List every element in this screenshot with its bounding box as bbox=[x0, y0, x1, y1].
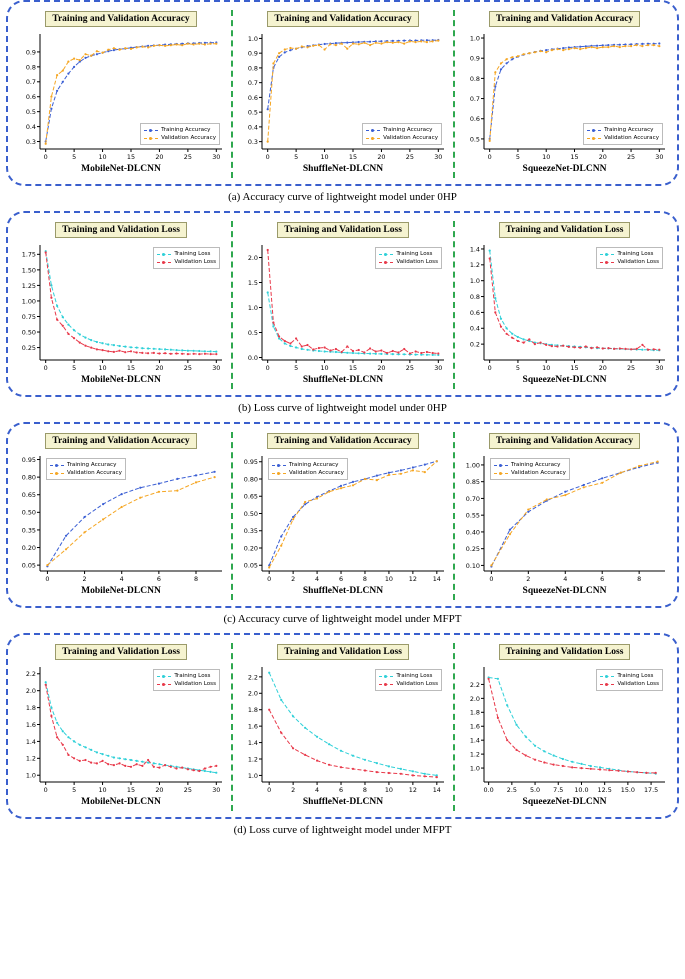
svg-text:12: 12 bbox=[408, 786, 417, 794]
chart-title: Training and Validation Accuracy bbox=[267, 433, 418, 449]
legend-label: Training Accuracy bbox=[604, 127, 654, 133]
svg-text:0.50: 0.50 bbox=[21, 328, 36, 337]
svg-text:1.6: 1.6 bbox=[469, 722, 480, 731]
legend-swatch bbox=[50, 473, 64, 474]
svg-text:0.80: 0.80 bbox=[243, 475, 258, 484]
svg-text:0.05: 0.05 bbox=[243, 561, 258, 570]
svg-text:2: 2 bbox=[526, 575, 531, 583]
chart-legend bbox=[490, 458, 570, 480]
chart-title: Training and Validation Accuracy bbox=[267, 11, 418, 27]
model-label: MobileNet-DLCNN bbox=[81, 586, 161, 596]
svg-text:10: 10 bbox=[320, 364, 329, 372]
chart-panel-d2 bbox=[234, 641, 452, 807]
plot-area bbox=[236, 28, 450, 163]
svg-text:0: 0 bbox=[487, 364, 492, 372]
svg-text:5: 5 bbox=[515, 153, 520, 161]
legend-swatch bbox=[379, 254, 393, 255]
svg-text:4: 4 bbox=[315, 786, 320, 794]
svg-text:0: 0 bbox=[487, 153, 492, 161]
svg-text:15: 15 bbox=[570, 153, 579, 161]
plot-area bbox=[236, 239, 450, 374]
legend-swatch bbox=[587, 130, 601, 131]
legend-label: Validation Accuracy bbox=[511, 470, 566, 476]
svg-text:1.00: 1.00 bbox=[465, 461, 480, 470]
subfigure-caption-d: (d) Loss curve of lightweight model under MFPT bbox=[233, 824, 452, 836]
svg-text:0: 0 bbox=[43, 153, 48, 161]
svg-text:14: 14 bbox=[432, 786, 441, 794]
chart-title: Training and Validation Loss bbox=[55, 644, 187, 660]
svg-text:1.0: 1.0 bbox=[25, 771, 36, 780]
svg-text:1.6: 1.6 bbox=[247, 722, 258, 731]
svg-text:15.0: 15.0 bbox=[620, 786, 635, 794]
legend-label: Validation Accuracy bbox=[67, 470, 122, 476]
legend-label: Validation Loss bbox=[396, 681, 438, 687]
legend-label: Training Loss bbox=[396, 673, 433, 679]
svg-text:0.5: 0.5 bbox=[247, 328, 258, 337]
svg-text:1.25: 1.25 bbox=[21, 281, 36, 290]
svg-text:30: 30 bbox=[212, 364, 221, 372]
svg-text:0: 0 bbox=[265, 153, 270, 161]
svg-text:25: 25 bbox=[183, 364, 192, 372]
svg-text:5: 5 bbox=[72, 364, 77, 372]
legend-swatch bbox=[600, 254, 614, 255]
plot-area bbox=[14, 28, 228, 163]
legend-swatch bbox=[144, 138, 158, 139]
svg-text:0.0: 0.0 bbox=[247, 353, 258, 362]
chart-legend bbox=[140, 123, 220, 145]
figure-group-a bbox=[6, 0, 679, 186]
model-label: ShuffleNet-DLCNN bbox=[302, 797, 384, 807]
svg-text:0.20: 0.20 bbox=[21, 543, 36, 552]
chart-panel-c1 bbox=[12, 430, 230, 596]
svg-text:17.5: 17.5 bbox=[643, 786, 659, 794]
panel-divider bbox=[453, 643, 455, 811]
svg-text:25: 25 bbox=[405, 153, 414, 161]
svg-text:0.50: 0.50 bbox=[243, 509, 258, 518]
svg-text:8: 8 bbox=[362, 786, 368, 794]
svg-text:1.2: 1.2 bbox=[469, 750, 480, 759]
svg-text:10: 10 bbox=[384, 786, 393, 794]
plot-area bbox=[458, 239, 671, 374]
legend-label: Training Loss bbox=[617, 673, 654, 679]
svg-text:0.50: 0.50 bbox=[21, 508, 36, 517]
chart-title: Training and Validation Accuracy bbox=[45, 433, 196, 449]
svg-text:10: 10 bbox=[542, 364, 551, 372]
svg-text:4: 4 bbox=[563, 575, 568, 583]
legend-label: Validation Loss bbox=[617, 259, 659, 265]
chart-panel-a3 bbox=[456, 8, 673, 174]
legend-label: Validation Loss bbox=[174, 681, 216, 687]
svg-text:0.6: 0.6 bbox=[469, 115, 480, 124]
chart-panel-d1 bbox=[12, 641, 230, 807]
svg-text:25: 25 bbox=[183, 153, 192, 161]
svg-text:1.6: 1.6 bbox=[25, 720, 36, 729]
svg-text:25: 25 bbox=[183, 786, 192, 794]
svg-text:1.0: 1.0 bbox=[247, 303, 258, 312]
svg-text:1.2: 1.2 bbox=[247, 755, 258, 764]
svg-text:1.8: 1.8 bbox=[469, 708, 480, 717]
svg-text:6: 6 bbox=[156, 575, 161, 583]
svg-text:0: 0 bbox=[43, 786, 48, 794]
legend-swatch bbox=[379, 262, 393, 263]
legend-swatch bbox=[600, 262, 614, 263]
svg-text:6: 6 bbox=[338, 786, 344, 794]
svg-text:1.4: 1.4 bbox=[25, 737, 36, 746]
svg-text:20: 20 bbox=[377, 153, 386, 161]
svg-text:8: 8 bbox=[193, 575, 199, 583]
svg-text:0.6: 0.6 bbox=[25, 93, 36, 102]
svg-text:0: 0 bbox=[45, 575, 50, 583]
chart-panel-a2 bbox=[234, 8, 452, 174]
svg-text:0.05: 0.05 bbox=[21, 561, 36, 570]
svg-text:2.0: 2.0 bbox=[469, 694, 480, 703]
svg-text:0.85: 0.85 bbox=[465, 478, 480, 487]
svg-text:1.4: 1.4 bbox=[247, 738, 258, 747]
svg-text:15: 15 bbox=[348, 153, 358, 161]
chart-title: Training and Validation Accuracy bbox=[489, 433, 640, 449]
legend-swatch bbox=[366, 130, 380, 131]
svg-text:0.6: 0.6 bbox=[247, 93, 258, 102]
chart-legend bbox=[583, 123, 663, 145]
legend-label: Training Accuracy bbox=[289, 462, 339, 468]
svg-text:0.10: 0.10 bbox=[465, 561, 480, 570]
svg-text:0.20: 0.20 bbox=[243, 544, 258, 553]
legend-swatch bbox=[587, 138, 601, 139]
svg-text:7.5: 7.5 bbox=[553, 786, 564, 794]
chart-legend bbox=[596, 247, 663, 269]
subfigure-caption-a: (a) Accuracy curve of lightweight model under 0HP bbox=[228, 191, 457, 203]
svg-text:12: 12 bbox=[408, 575, 417, 583]
svg-text:1.50: 1.50 bbox=[21, 266, 36, 275]
svg-text:0.55: 0.55 bbox=[465, 511, 480, 520]
svg-text:1.2: 1.2 bbox=[469, 261, 480, 270]
legend-swatch bbox=[144, 130, 158, 131]
legend-label: Validation Accuracy bbox=[604, 135, 659, 141]
legend-swatch bbox=[272, 473, 286, 474]
svg-text:2.2: 2.2 bbox=[25, 670, 36, 679]
legend-label: Training Loss bbox=[174, 673, 211, 679]
chart-title: Training and Validation Loss bbox=[499, 644, 631, 660]
svg-text:10: 10 bbox=[98, 786, 107, 794]
svg-text:0.65: 0.65 bbox=[243, 492, 258, 501]
svg-text:1.0: 1.0 bbox=[469, 277, 480, 286]
figure-group-c bbox=[6, 422, 679, 608]
panel-divider bbox=[453, 432, 455, 600]
svg-text:25: 25 bbox=[405, 364, 414, 372]
svg-text:1.8: 1.8 bbox=[247, 706, 258, 715]
svg-text:20: 20 bbox=[155, 153, 164, 161]
svg-text:8: 8 bbox=[362, 575, 368, 583]
svg-text:0.2: 0.2 bbox=[469, 340, 480, 349]
svg-text:0.9: 0.9 bbox=[25, 48, 36, 57]
svg-text:0: 0 bbox=[489, 575, 494, 583]
svg-text:0.3: 0.3 bbox=[247, 138, 258, 147]
panel-divider bbox=[231, 432, 233, 600]
svg-text:2.0: 2.0 bbox=[25, 687, 36, 696]
svg-text:10: 10 bbox=[98, 153, 107, 161]
plot-area bbox=[14, 450, 228, 585]
svg-text:20: 20 bbox=[155, 364, 164, 372]
svg-text:0.40: 0.40 bbox=[465, 528, 480, 537]
svg-text:0: 0 bbox=[43, 364, 48, 372]
plot-area bbox=[458, 28, 671, 163]
legend-label: Training Accuracy bbox=[383, 127, 433, 133]
legend-swatch bbox=[157, 684, 171, 685]
svg-text:0.95: 0.95 bbox=[21, 455, 36, 464]
chart-panel-a1 bbox=[12, 8, 230, 174]
figure-group-b bbox=[6, 211, 679, 397]
svg-text:0.5: 0.5 bbox=[25, 108, 36, 117]
svg-text:0.75: 0.75 bbox=[21, 312, 36, 321]
chart-panel-b1 bbox=[12, 219, 230, 385]
subfigure-caption-b: (b) Loss curve of lightweight model under 0HP bbox=[238, 402, 447, 414]
svg-text:1.0: 1.0 bbox=[247, 34, 258, 43]
svg-text:20: 20 bbox=[155, 786, 164, 794]
legend-label: Training Accuracy bbox=[511, 462, 561, 468]
svg-text:2.2: 2.2 bbox=[247, 673, 258, 682]
panel-divider bbox=[453, 10, 455, 178]
svg-text:0.7: 0.7 bbox=[25, 78, 36, 87]
plot-area bbox=[236, 661, 450, 796]
svg-text:1.0: 1.0 bbox=[247, 771, 258, 780]
subfigure-caption-c: (c) Accuracy curve of lightweight model under MFPT bbox=[223, 613, 462, 625]
svg-text:2: 2 bbox=[291, 575, 296, 583]
svg-text:2.5: 2.5 bbox=[506, 786, 517, 794]
svg-text:0.7: 0.7 bbox=[247, 79, 258, 88]
chart-title: Training and Validation Loss bbox=[499, 222, 631, 238]
svg-text:0.9: 0.9 bbox=[247, 49, 258, 58]
legend-label: Training Accuracy bbox=[67, 462, 117, 468]
legend-label: Validation Accuracy bbox=[161, 135, 216, 141]
model-label: MobileNet-DLCNN bbox=[81, 797, 161, 807]
svg-text:2: 2 bbox=[291, 786, 296, 794]
svg-text:1.2: 1.2 bbox=[25, 754, 36, 763]
svg-text:20: 20 bbox=[377, 364, 386, 372]
svg-text:0.65: 0.65 bbox=[21, 491, 36, 500]
svg-text:25: 25 bbox=[626, 153, 636, 161]
chart-title: Training and Validation Loss bbox=[277, 222, 409, 238]
model-label: ShuffleNet-DLCNN bbox=[302, 164, 384, 174]
legend-swatch bbox=[600, 676, 614, 677]
model-label: MobileNet-DLCNN bbox=[81, 164, 161, 174]
svg-text:10.0: 10.0 bbox=[574, 786, 589, 794]
svg-text:1.4: 1.4 bbox=[469, 245, 480, 254]
svg-text:2.2: 2.2 bbox=[469, 680, 480, 689]
legend-swatch bbox=[600, 684, 614, 685]
svg-text:5.0: 5.0 bbox=[529, 786, 541, 794]
plot-area bbox=[458, 450, 671, 585]
legend-label: Validation Loss bbox=[617, 681, 659, 687]
legend-label: Validation Loss bbox=[396, 259, 438, 265]
svg-text:5: 5 bbox=[72, 786, 77, 794]
svg-text:10: 10 bbox=[542, 153, 551, 161]
legend-label: Validation Accuracy bbox=[383, 135, 438, 141]
svg-text:15: 15 bbox=[126, 153, 136, 161]
figure-group-d bbox=[6, 633, 679, 819]
model-label: SqueezeNet-DLCNN bbox=[522, 797, 607, 807]
svg-text:25: 25 bbox=[626, 364, 636, 372]
chart-title: Training and Validation Loss bbox=[277, 644, 409, 660]
svg-text:15: 15 bbox=[570, 364, 579, 372]
legend-label: Training Accuracy bbox=[161, 127, 211, 133]
model-label: ShuffleNet-DLCNN bbox=[302, 375, 384, 385]
chart-title: Training and Validation Loss bbox=[55, 222, 187, 238]
panel-divider bbox=[231, 10, 233, 178]
chart-legend bbox=[46, 458, 126, 480]
plot-area bbox=[14, 661, 228, 796]
svg-text:30: 30 bbox=[655, 364, 664, 372]
svg-text:0.7: 0.7 bbox=[469, 94, 480, 103]
model-label: ShuffleNet-DLCNN bbox=[302, 586, 384, 596]
legend-label: Training Loss bbox=[396, 251, 433, 257]
legend-label: Validation Accuracy bbox=[289, 470, 344, 476]
plot-area bbox=[236, 450, 450, 585]
svg-text:1.00: 1.00 bbox=[21, 297, 36, 306]
chart-panel-b2 bbox=[234, 219, 452, 385]
chart-legend bbox=[362, 123, 442, 145]
legend-swatch bbox=[272, 465, 286, 466]
legend-swatch bbox=[50, 465, 64, 466]
legend-swatch bbox=[494, 473, 508, 474]
panel-divider bbox=[231, 221, 233, 389]
legend-swatch bbox=[157, 676, 171, 677]
panel-divider bbox=[231, 643, 233, 811]
legend-swatch bbox=[157, 262, 171, 263]
chart-panel-b3 bbox=[456, 219, 673, 385]
legend-label: Training Loss bbox=[617, 251, 654, 257]
svg-text:6: 6 bbox=[338, 575, 344, 583]
svg-text:0.5: 0.5 bbox=[247, 108, 258, 117]
svg-text:6: 6 bbox=[600, 575, 605, 583]
model-label: MobileNet-DLCNN bbox=[81, 375, 161, 385]
chart-legend bbox=[596, 669, 663, 691]
legend-swatch bbox=[366, 138, 380, 139]
svg-text:5: 5 bbox=[72, 153, 77, 161]
svg-text:20: 20 bbox=[598, 153, 607, 161]
svg-text:5: 5 bbox=[294, 364, 299, 372]
chart-legend bbox=[375, 247, 442, 269]
panel-divider bbox=[453, 221, 455, 389]
svg-text:20: 20 bbox=[598, 364, 607, 372]
chart-legend bbox=[375, 669, 442, 691]
svg-text:2.0: 2.0 bbox=[247, 689, 258, 698]
chart-panel-d3 bbox=[456, 641, 673, 807]
svg-text:0.4: 0.4 bbox=[25, 122, 36, 131]
legend-label: Validation Loss bbox=[174, 259, 216, 265]
svg-text:2: 2 bbox=[82, 575, 87, 583]
svg-text:30: 30 bbox=[434, 364, 443, 372]
svg-text:30: 30 bbox=[212, 153, 221, 161]
model-label: SqueezeNet-DLCNN bbox=[522, 164, 607, 174]
svg-text:0.6: 0.6 bbox=[469, 308, 480, 317]
svg-text:1.0: 1.0 bbox=[469, 764, 480, 773]
legend-swatch bbox=[157, 254, 171, 255]
svg-text:0.4: 0.4 bbox=[469, 324, 480, 333]
plot-area bbox=[14, 239, 228, 374]
svg-text:0.35: 0.35 bbox=[243, 527, 258, 536]
svg-text:0.3: 0.3 bbox=[25, 137, 36, 146]
svg-text:1.8: 1.8 bbox=[25, 703, 36, 712]
legend-swatch bbox=[494, 465, 508, 466]
svg-text:30: 30 bbox=[434, 153, 443, 161]
svg-text:0.95: 0.95 bbox=[243, 458, 258, 467]
svg-text:10: 10 bbox=[98, 364, 107, 372]
chart-legend bbox=[153, 247, 220, 269]
svg-text:0: 0 bbox=[265, 364, 270, 372]
svg-text:4: 4 bbox=[315, 575, 320, 583]
svg-text:0.8: 0.8 bbox=[469, 74, 480, 83]
svg-text:1.4: 1.4 bbox=[469, 736, 480, 745]
svg-text:10: 10 bbox=[384, 575, 393, 583]
svg-text:0.5: 0.5 bbox=[469, 135, 480, 144]
svg-text:15: 15 bbox=[126, 786, 136, 794]
svg-text:30: 30 bbox=[212, 786, 221, 794]
svg-text:15: 15 bbox=[126, 364, 136, 372]
chart-legend bbox=[268, 458, 348, 480]
svg-text:0.70: 0.70 bbox=[465, 494, 480, 503]
svg-text:0.4: 0.4 bbox=[247, 123, 258, 132]
svg-text:0.80: 0.80 bbox=[21, 473, 36, 482]
svg-text:0.8: 0.8 bbox=[469, 292, 480, 301]
svg-text:15: 15 bbox=[348, 364, 358, 372]
svg-text:0.9: 0.9 bbox=[469, 54, 480, 63]
svg-text:1.75: 1.75 bbox=[21, 250, 36, 259]
legend-label: Training Loss bbox=[174, 251, 211, 257]
legend-swatch bbox=[379, 676, 393, 677]
legend-swatch bbox=[379, 684, 393, 685]
svg-text:4: 4 bbox=[119, 575, 124, 583]
svg-text:0.8: 0.8 bbox=[25, 63, 36, 72]
model-label: SqueezeNet-DLCNN bbox=[522, 375, 607, 385]
svg-text:12.5: 12.5 bbox=[597, 786, 612, 794]
svg-text:8: 8 bbox=[637, 575, 642, 583]
chart-panel-c2 bbox=[234, 430, 452, 596]
svg-text:5: 5 bbox=[294, 153, 299, 161]
svg-text:0.8: 0.8 bbox=[247, 64, 258, 73]
svg-text:0.25: 0.25 bbox=[21, 343, 36, 352]
svg-text:0.35: 0.35 bbox=[21, 526, 36, 535]
svg-text:5: 5 bbox=[515, 364, 520, 372]
chart-title: Training and Validation Accuracy bbox=[45, 11, 196, 27]
svg-text:1.0: 1.0 bbox=[469, 34, 480, 43]
svg-text:30: 30 bbox=[655, 153, 664, 161]
svg-text:2.0: 2.0 bbox=[247, 253, 258, 262]
model-label: SqueezeNet-DLCNN bbox=[522, 586, 607, 596]
svg-text:1.5: 1.5 bbox=[247, 278, 258, 287]
svg-text:14: 14 bbox=[432, 575, 441, 583]
svg-text:0.25: 0.25 bbox=[465, 545, 480, 554]
chart-title: Training and Validation Accuracy bbox=[489, 11, 640, 27]
svg-text:10: 10 bbox=[320, 153, 329, 161]
svg-text:0: 0 bbox=[267, 575, 272, 583]
chart-legend bbox=[153, 669, 220, 691]
plot-area bbox=[458, 661, 671, 796]
svg-text:0.0: 0.0 bbox=[483, 786, 494, 794]
svg-text:0: 0 bbox=[267, 786, 272, 794]
chart-panel-c3 bbox=[456, 430, 673, 596]
